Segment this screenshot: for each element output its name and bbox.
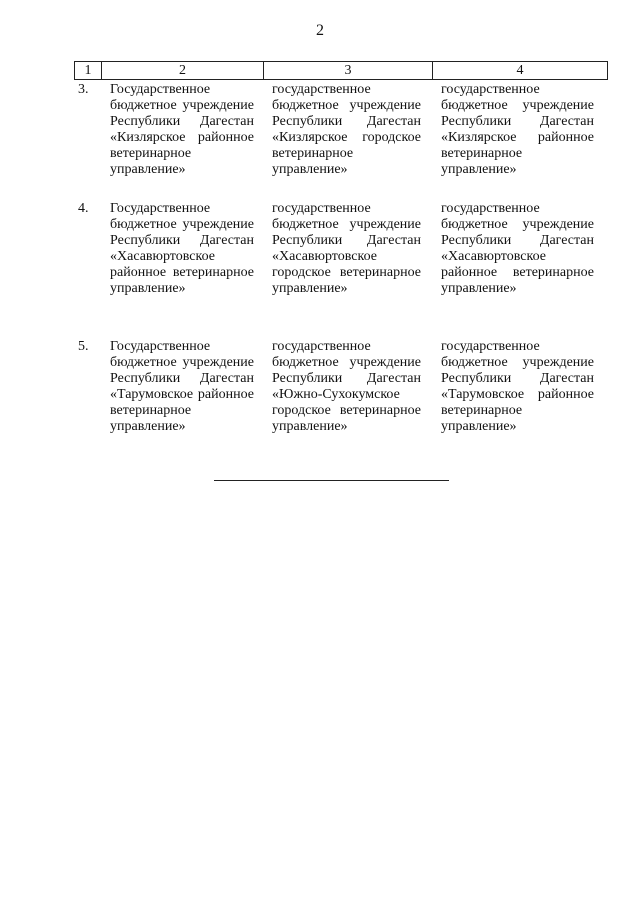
table-header — [74, 61, 608, 80]
row-number: 4. — [78, 201, 89, 216]
page-number: 2 — [316, 22, 324, 39]
row-number: 3. — [78, 82, 89, 97]
header-cell-2: 2 — [102, 62, 264, 79]
header-cell-1: 1 — [74, 62, 102, 79]
new-name-cell: государственное бюджетное учреждение Республики Дагестан «Тарумовское районное ветеринарное управление» — [441, 339, 594, 434]
row-number: 5. — [78, 339, 89, 354]
table-row — [74, 82, 608, 178]
current-name-cell: Государственное бюджетное учреждение Республики Дагестан «Тарумовское районное ветеринарное управление» — [110, 339, 254, 434]
end-divider-line — [214, 480, 449, 481]
merged-name-cell: государственное бюджетное учреждение Республики Дагестан «Южно-Сухокумское городское ветеринарное управление» — [272, 339, 421, 434]
table-row — [74, 339, 608, 435]
merged-name-cell: государственное бюджетное учреждение Республики Дагестан «Хасавюртовское городское ветеринарное управление» — [272, 201, 421, 296]
current-name-cell: Государственное бюджетное учреждение Республики Дагестан «Хасавюртовское районное ветеринарное управление» — [110, 201, 254, 296]
header-cell-3: 3 — [264, 62, 433, 79]
current-name-cell: Государственное бюджетное учреждение Республики Дагестан «Кизлярское районное ветеринарное управление» — [110, 82, 254, 177]
merged-name-cell: государственное бюджетное учреждение Республики Дагестан «Кизлярское городское ветеринарное управление» — [272, 82, 421, 177]
table-row — [74, 201, 608, 297]
header-cell-4: 4 — [433, 62, 608, 79]
new-name-cell: государственное бюджетное учреждение Республики Дагестан «Хасавюртовское районное ветеринарное управление» — [441, 201, 594, 296]
new-name-cell: государственное бюджетное учреждение Республики Дагестан «Кизлярское районное ветеринарное управление» — [441, 82, 594, 177]
institutions-table — [74, 61, 608, 434]
